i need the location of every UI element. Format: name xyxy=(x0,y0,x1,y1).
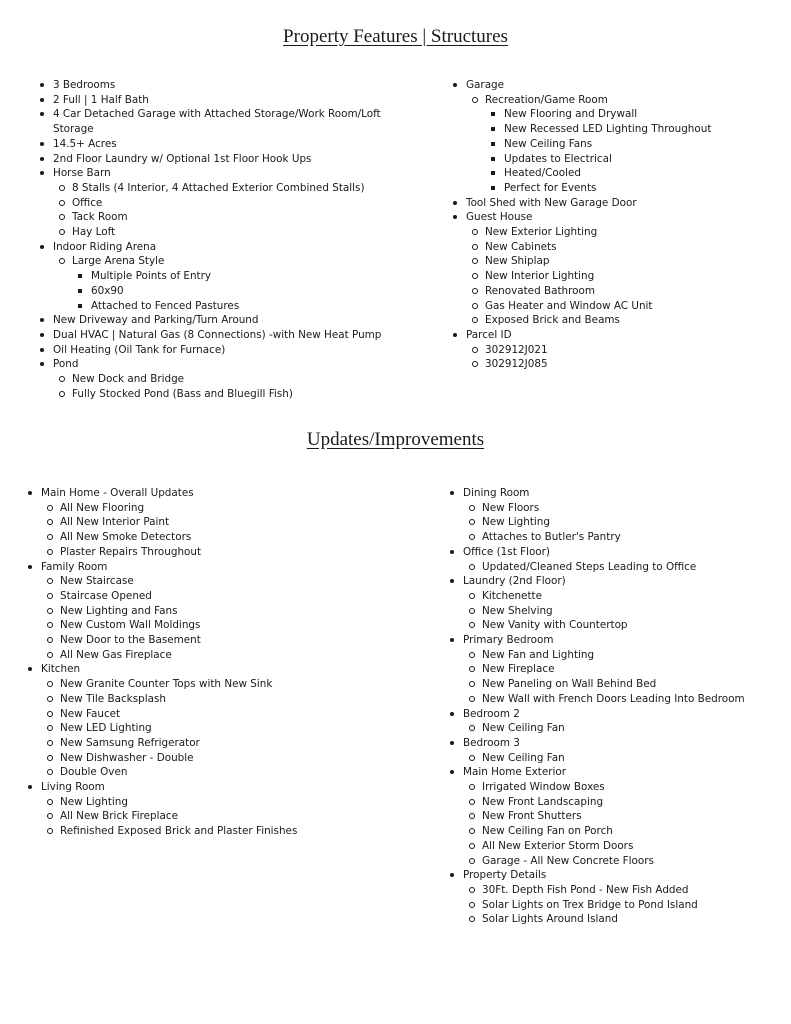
list-item-text: All New Interior Paint xyxy=(60,516,170,529)
bullet-disc-icon xyxy=(40,83,44,87)
list-item-text: New Granite Counter Tops with New Sink xyxy=(60,678,273,691)
list-item xyxy=(463,854,783,869)
list-item-text: New Flooring and Drywall xyxy=(504,108,638,121)
bullet-circle-icon xyxy=(47,813,53,819)
list-item xyxy=(463,824,783,839)
bullet-circle-icon xyxy=(47,578,53,584)
bullet-disc-icon xyxy=(40,318,44,322)
bullet-circle-icon xyxy=(59,258,65,264)
list-item-text: Kitchen xyxy=(41,663,81,676)
list-item xyxy=(463,486,783,501)
list-item xyxy=(463,633,783,648)
bullet-circle-icon xyxy=(47,681,53,687)
list-item xyxy=(41,751,401,766)
list-item-text: Bedroom 3 xyxy=(463,736,520,749)
list-item-text: Updates to Electrical xyxy=(504,152,612,165)
list-item-text: New Staircase xyxy=(60,575,134,588)
list-item-text: Garage xyxy=(466,79,505,91)
list-item-text: New Tile Backsplash xyxy=(60,692,166,705)
bullet-disc-icon xyxy=(450,741,454,745)
list-item-text: Attaches to Butler's Pantry xyxy=(482,531,621,544)
list-item xyxy=(466,196,766,211)
list-item-text: Tack Room xyxy=(72,211,128,224)
list-item-text: New Samsung Refrigerator xyxy=(60,736,200,749)
list-item xyxy=(463,721,783,736)
list-item-text: Solar Lights Around Island xyxy=(482,913,618,926)
list-item-text: 3 Bedrooms xyxy=(53,79,116,91)
updates-improvements-title: Updates/Improvements xyxy=(306,429,485,450)
list-item xyxy=(41,736,401,751)
list-item-text: Hay Loft xyxy=(72,226,116,239)
bullet-disc-icon xyxy=(450,550,454,554)
list-item-text: New Faucet xyxy=(60,707,121,720)
list-item-text: Property Details xyxy=(463,869,547,882)
list-item-text: Heated/Cooled xyxy=(504,167,581,180)
list-item-text: Horse Barn xyxy=(53,167,111,180)
bullet-disc-icon xyxy=(40,171,44,175)
list-item-text: New Recessed LED Lighting Throughout xyxy=(504,123,712,136)
bullet-circle-icon xyxy=(47,696,53,702)
bullet-disc-icon xyxy=(40,112,44,116)
list-item xyxy=(53,254,413,269)
list-item xyxy=(466,343,766,358)
list-item-text: Office xyxy=(72,196,103,209)
list-item xyxy=(53,78,413,93)
list-item xyxy=(41,515,401,530)
list-item xyxy=(466,313,766,328)
list-item xyxy=(53,357,413,372)
bullet-circle-icon xyxy=(59,185,65,191)
list-item-text: All New Gas Fireplace xyxy=(60,648,172,661)
list-item xyxy=(41,501,401,516)
bullet-square-icon xyxy=(491,142,495,146)
bullet-disc-icon xyxy=(28,491,32,495)
list-item xyxy=(463,809,783,824)
list-item xyxy=(41,545,401,560)
bullet-disc-icon xyxy=(453,215,457,219)
bullet-disc-icon xyxy=(40,333,44,337)
list-item xyxy=(463,692,783,707)
bullet-square-icon xyxy=(491,171,495,175)
bullet-disc-icon xyxy=(450,638,454,642)
bullet-disc-icon xyxy=(453,83,457,87)
list-item-text: New Vanity with Countertop xyxy=(482,619,628,632)
list-item-text: Pond xyxy=(53,358,79,371)
bullet-circle-icon xyxy=(47,828,53,834)
list-item-text: Indoor Riding Arena xyxy=(53,240,157,253)
list-item xyxy=(463,898,783,913)
list-item xyxy=(41,824,401,839)
list-item-text: New Custom Wall Moldings xyxy=(60,619,201,632)
bullet-circle-icon xyxy=(59,214,65,220)
bullet-disc-icon xyxy=(40,348,44,352)
list-item-text: Solar Lights on Trex Bridge to Pond Island xyxy=(482,898,698,911)
list-item xyxy=(41,633,401,648)
list-item xyxy=(463,574,783,589)
list-item xyxy=(463,868,783,883)
list-item xyxy=(466,240,766,255)
bullet-square-icon xyxy=(491,127,495,131)
list-item-text: Main Home - Overall Updates xyxy=(41,487,194,499)
list-item-text: Parcel ID xyxy=(466,328,512,341)
bullet-circle-icon xyxy=(469,681,475,687)
list-item-text: New Floors xyxy=(482,501,540,514)
list-item xyxy=(466,284,766,299)
list-item xyxy=(466,210,766,225)
bullet-circle-icon xyxy=(469,916,475,922)
bullet-circle-icon xyxy=(47,505,53,511)
list-item-text: New Front Landscaping xyxy=(482,795,604,808)
list-item xyxy=(41,721,401,736)
list-item xyxy=(41,530,401,545)
list-item-text: Laundry (2nd Floor) xyxy=(463,575,566,588)
bullet-circle-icon xyxy=(469,564,475,570)
bullet-circle-icon xyxy=(59,391,65,397)
list-item-text: Gas Heater and Window AC Unit xyxy=(485,299,653,312)
list-item xyxy=(463,501,783,516)
list-item-text: New Shelving xyxy=(482,604,553,617)
bullet-circle-icon xyxy=(469,505,475,511)
list-item xyxy=(463,839,783,854)
bullet-circle-icon xyxy=(469,725,475,731)
list-item xyxy=(466,225,766,240)
list-item xyxy=(41,618,401,633)
bullet-disc-icon xyxy=(40,142,44,146)
bullet-circle-icon xyxy=(47,608,53,614)
bullet-circle-icon xyxy=(472,273,478,279)
list-item-text: New Ceiling Fan on Porch xyxy=(482,825,613,838)
bullet-circle-icon xyxy=(47,549,53,555)
bullet-circle-icon xyxy=(469,813,475,819)
list-item-text: 30Ft. Depth Fish Pond - New Fish Added xyxy=(482,883,689,896)
bullet-circle-icon xyxy=(469,755,475,761)
list-item xyxy=(53,210,413,225)
bullet-circle-icon xyxy=(47,519,53,525)
list-item xyxy=(463,677,783,692)
list-item-text: New Ceiling Fans xyxy=(504,137,593,150)
list-item xyxy=(41,809,401,824)
list-item-text: Irrigated Window Boxes xyxy=(482,781,605,794)
list-item-text: New Front Shutters xyxy=(482,810,582,823)
list-item xyxy=(463,736,783,751)
bullet-circle-icon xyxy=(59,200,65,206)
list-item-text: 2 Full | 1 Half Bath xyxy=(53,93,149,106)
bullet-disc-icon xyxy=(40,245,44,249)
list-item xyxy=(466,269,766,284)
bullet-circle-icon xyxy=(47,534,53,540)
list-item xyxy=(466,107,766,122)
bullet-circle-icon xyxy=(469,843,475,849)
list-item-text: New LED Lighting xyxy=(60,722,152,735)
list-item-text: Dining Room xyxy=(463,487,530,499)
list-item-text: Large Arena Style xyxy=(72,255,165,268)
list-item xyxy=(53,372,413,387)
list-item xyxy=(466,93,766,108)
list-item-text: Renovated Bathroom xyxy=(485,284,596,297)
bullet-circle-icon xyxy=(472,258,478,264)
bullet-disc-icon xyxy=(450,491,454,495)
list-item-text: Main Home Exterior xyxy=(463,766,567,779)
bullet-circle-icon xyxy=(47,652,53,658)
list-item-text: New Ceiling Fan xyxy=(482,722,565,735)
property-features-title: Property Features | Structures xyxy=(283,26,508,47)
list-item xyxy=(466,166,766,181)
list-item xyxy=(463,648,783,663)
updates-list-left xyxy=(41,486,401,839)
list-item xyxy=(53,93,413,108)
bullet-circle-icon xyxy=(472,288,478,294)
list-item-text: Kitchenette xyxy=(482,589,542,602)
bullet-circle-icon xyxy=(469,608,475,614)
bullet-circle-icon xyxy=(472,244,478,250)
bullet-circle-icon xyxy=(59,376,65,382)
list-item xyxy=(463,751,783,766)
bullet-circle-icon xyxy=(469,519,475,525)
bullet-circle-icon xyxy=(47,725,53,731)
bullet-disc-icon xyxy=(453,201,457,205)
list-item xyxy=(41,677,401,692)
list-item-text: Bedroom 2 xyxy=(463,707,520,720)
bullet-square-icon xyxy=(491,157,495,161)
bullet-disc-icon xyxy=(450,712,454,716)
list-item-text: Attached to Fenced Pastures xyxy=(91,299,240,312)
bullet-circle-icon xyxy=(472,229,478,235)
bullet-disc-icon xyxy=(453,333,457,337)
list-item-text: All New Brick Fireplace xyxy=(60,810,178,823)
list-item xyxy=(53,269,413,284)
list-item xyxy=(463,795,783,810)
bullet-circle-icon xyxy=(47,799,53,805)
updates-list-right xyxy=(463,486,783,927)
list-item xyxy=(53,152,413,167)
list-item xyxy=(53,107,413,136)
bullet-circle-icon xyxy=(47,622,53,628)
list-item xyxy=(463,560,783,575)
list-item-text: Tool Shed with New Garage Door xyxy=(466,196,637,209)
list-item xyxy=(53,225,413,240)
list-item-text: New Fireplace xyxy=(482,663,555,676)
list-item-text: Exposed Brick and Beams xyxy=(485,314,620,327)
bullet-circle-icon xyxy=(469,652,475,658)
bullet-disc-icon xyxy=(28,667,32,671)
bullet-circle-icon xyxy=(47,755,53,761)
list-item xyxy=(463,530,783,545)
list-item-text: 4 Car Detached Garage with Attached Storage/Work Room/Loft Storage xyxy=(53,108,381,136)
bullet-disc-icon xyxy=(450,770,454,774)
bullet-circle-icon xyxy=(472,97,478,103)
bullet-square-icon xyxy=(491,112,495,116)
list-item-text: Fully Stocked Pond (Bass and Bluegill Fish) xyxy=(72,387,293,400)
list-item xyxy=(466,137,766,152)
list-item xyxy=(41,795,401,810)
list-item xyxy=(466,152,766,167)
list-item xyxy=(463,707,783,722)
list-item xyxy=(463,765,783,780)
bullet-disc-icon xyxy=(450,873,454,877)
list-item xyxy=(41,780,401,795)
list-item xyxy=(463,883,783,898)
list-item-text: Family Room xyxy=(41,560,108,573)
list-item xyxy=(466,299,766,314)
list-item xyxy=(41,560,401,575)
list-item-text: All New Smoke Detectors xyxy=(60,531,192,544)
features-list-left xyxy=(53,78,413,401)
bullet-circle-icon xyxy=(47,769,53,775)
list-item-text: Refinished Exposed Brick and Plaster Finishes xyxy=(60,825,298,838)
bullet-disc-icon xyxy=(40,157,44,161)
bullet-circle-icon xyxy=(47,711,53,717)
bullet-circle-icon xyxy=(469,902,475,908)
list-item-text: New Interior Lighting xyxy=(485,270,595,283)
list-item-text: Primary Bedroom xyxy=(463,634,554,647)
list-item-text: Double Oven xyxy=(60,766,128,779)
bullet-circle-icon xyxy=(472,303,478,309)
bullet-square-icon xyxy=(78,304,82,308)
list-item-text: Multiple Points of Entry xyxy=(91,270,212,283)
list-item-text: New Door to the Basement xyxy=(60,634,201,647)
bullet-circle-icon xyxy=(47,637,53,643)
list-item xyxy=(53,299,413,314)
bullet-circle-icon xyxy=(47,740,53,746)
bullet-disc-icon xyxy=(450,579,454,583)
list-item xyxy=(463,515,783,530)
list-item-text: Staircase Opened xyxy=(60,589,152,602)
list-item-text: Updated/Cleaned Steps Leading to Office xyxy=(482,560,697,573)
list-item-text: New Exterior Lighting xyxy=(485,226,598,239)
list-item xyxy=(463,912,783,927)
list-item-text: 302912J085 xyxy=(485,358,548,371)
list-item-text: Living Room xyxy=(41,781,105,794)
bullet-circle-icon xyxy=(469,666,475,672)
list-item xyxy=(463,780,783,795)
list-item xyxy=(466,328,766,343)
list-item-text: 60x90 xyxy=(91,284,124,297)
list-item xyxy=(53,343,413,358)
features-list-right xyxy=(466,78,766,372)
bullet-circle-icon xyxy=(472,317,478,323)
list-item xyxy=(41,692,401,707)
list-item-text: Recreation/Game Room xyxy=(485,93,608,106)
list-item-text: New Ceiling Fan xyxy=(482,751,565,764)
list-item-text: Garage - All New Concrete Floors xyxy=(482,854,654,867)
list-item xyxy=(53,181,413,196)
bullet-circle-icon xyxy=(469,858,475,864)
list-item-text: New Driveway and Parking/Turn Around xyxy=(53,314,259,327)
list-item xyxy=(41,765,401,780)
bullet-circle-icon xyxy=(469,887,475,893)
list-item xyxy=(41,574,401,589)
list-item-text: New Shiplap xyxy=(485,255,550,268)
bullet-square-icon xyxy=(491,186,495,190)
list-item xyxy=(53,387,413,402)
list-item-text: 2nd Floor Laundry w/ Optional 1st Floor Hook Ups xyxy=(53,152,312,165)
list-item-text: New Dishwasher - Double xyxy=(60,751,194,764)
list-item xyxy=(41,589,401,604)
list-item xyxy=(41,648,401,663)
bullet-circle-icon xyxy=(469,799,475,805)
list-item xyxy=(41,707,401,722)
list-item xyxy=(41,486,401,501)
list-item xyxy=(53,284,413,299)
list-item-text: New Lighting xyxy=(60,795,128,808)
list-item-text: 302912J021 xyxy=(485,343,548,356)
list-item xyxy=(41,662,401,677)
bullet-circle-icon xyxy=(469,696,475,702)
list-item-text: New Fan and Lighting xyxy=(482,648,595,661)
list-item-text: 8 Stalls (4 Interior, 4 Attached Exterior Combined Stalls) xyxy=(72,181,365,194)
list-item xyxy=(466,181,766,196)
list-item xyxy=(53,166,413,181)
list-item-text: New Wall with French Doors Leading Into Bedroom xyxy=(482,692,745,705)
list-item-text: Dual HVAC | Natural Gas (8 Connections) -with New Heat Pump xyxy=(53,328,382,341)
list-item-text: Perfect for Events xyxy=(504,181,597,194)
bullet-circle-icon xyxy=(59,229,65,235)
bullet-disc-icon xyxy=(40,362,44,366)
list-item xyxy=(53,328,413,343)
list-item-text: All New Flooring xyxy=(60,501,145,514)
list-item-text: Plaster Repairs Throughout xyxy=(60,545,202,558)
list-item-text: Guest House xyxy=(466,211,533,224)
bullet-disc-icon xyxy=(28,565,32,569)
list-item-text: All New Exterior Storm Doors xyxy=(482,839,634,852)
list-item xyxy=(463,589,783,604)
bullet-circle-icon xyxy=(469,622,475,628)
bullet-square-icon xyxy=(78,274,82,278)
list-item-text: Office (1st Floor) xyxy=(463,545,550,558)
bullet-circle-icon xyxy=(469,593,475,599)
bullet-circle-icon xyxy=(472,347,478,353)
list-item xyxy=(53,196,413,211)
list-item xyxy=(53,313,413,328)
bullet-circle-icon xyxy=(469,784,475,790)
list-item xyxy=(41,604,401,619)
list-item-text: Oil Heating (Oil Tank for Furnace) xyxy=(53,343,226,356)
list-item xyxy=(463,604,783,619)
list-item xyxy=(466,254,766,269)
list-item xyxy=(466,357,766,372)
list-item-text: New Cabinets xyxy=(485,240,557,253)
list-item xyxy=(466,122,766,137)
list-item-text: New Lighting and Fans xyxy=(60,604,178,617)
bullet-circle-icon xyxy=(469,828,475,834)
list-item-text: New Paneling on Wall Behind Bed xyxy=(482,678,657,691)
bullet-disc-icon xyxy=(28,785,32,789)
list-item xyxy=(466,78,766,93)
bullet-circle-icon xyxy=(469,534,475,540)
list-item-text: New Lighting xyxy=(482,516,550,529)
bullet-disc-icon xyxy=(40,98,44,102)
bullet-circle-icon xyxy=(47,593,53,599)
list-item xyxy=(463,662,783,677)
bullet-circle-icon xyxy=(472,361,478,367)
list-item xyxy=(463,545,783,560)
list-item xyxy=(463,618,783,633)
list-item-text: New Dock and Bridge xyxy=(72,373,185,386)
list-item xyxy=(53,240,413,255)
bullet-square-icon xyxy=(78,289,82,293)
list-item-text: 14.5+ Acres xyxy=(53,137,117,150)
list-item xyxy=(53,137,413,152)
